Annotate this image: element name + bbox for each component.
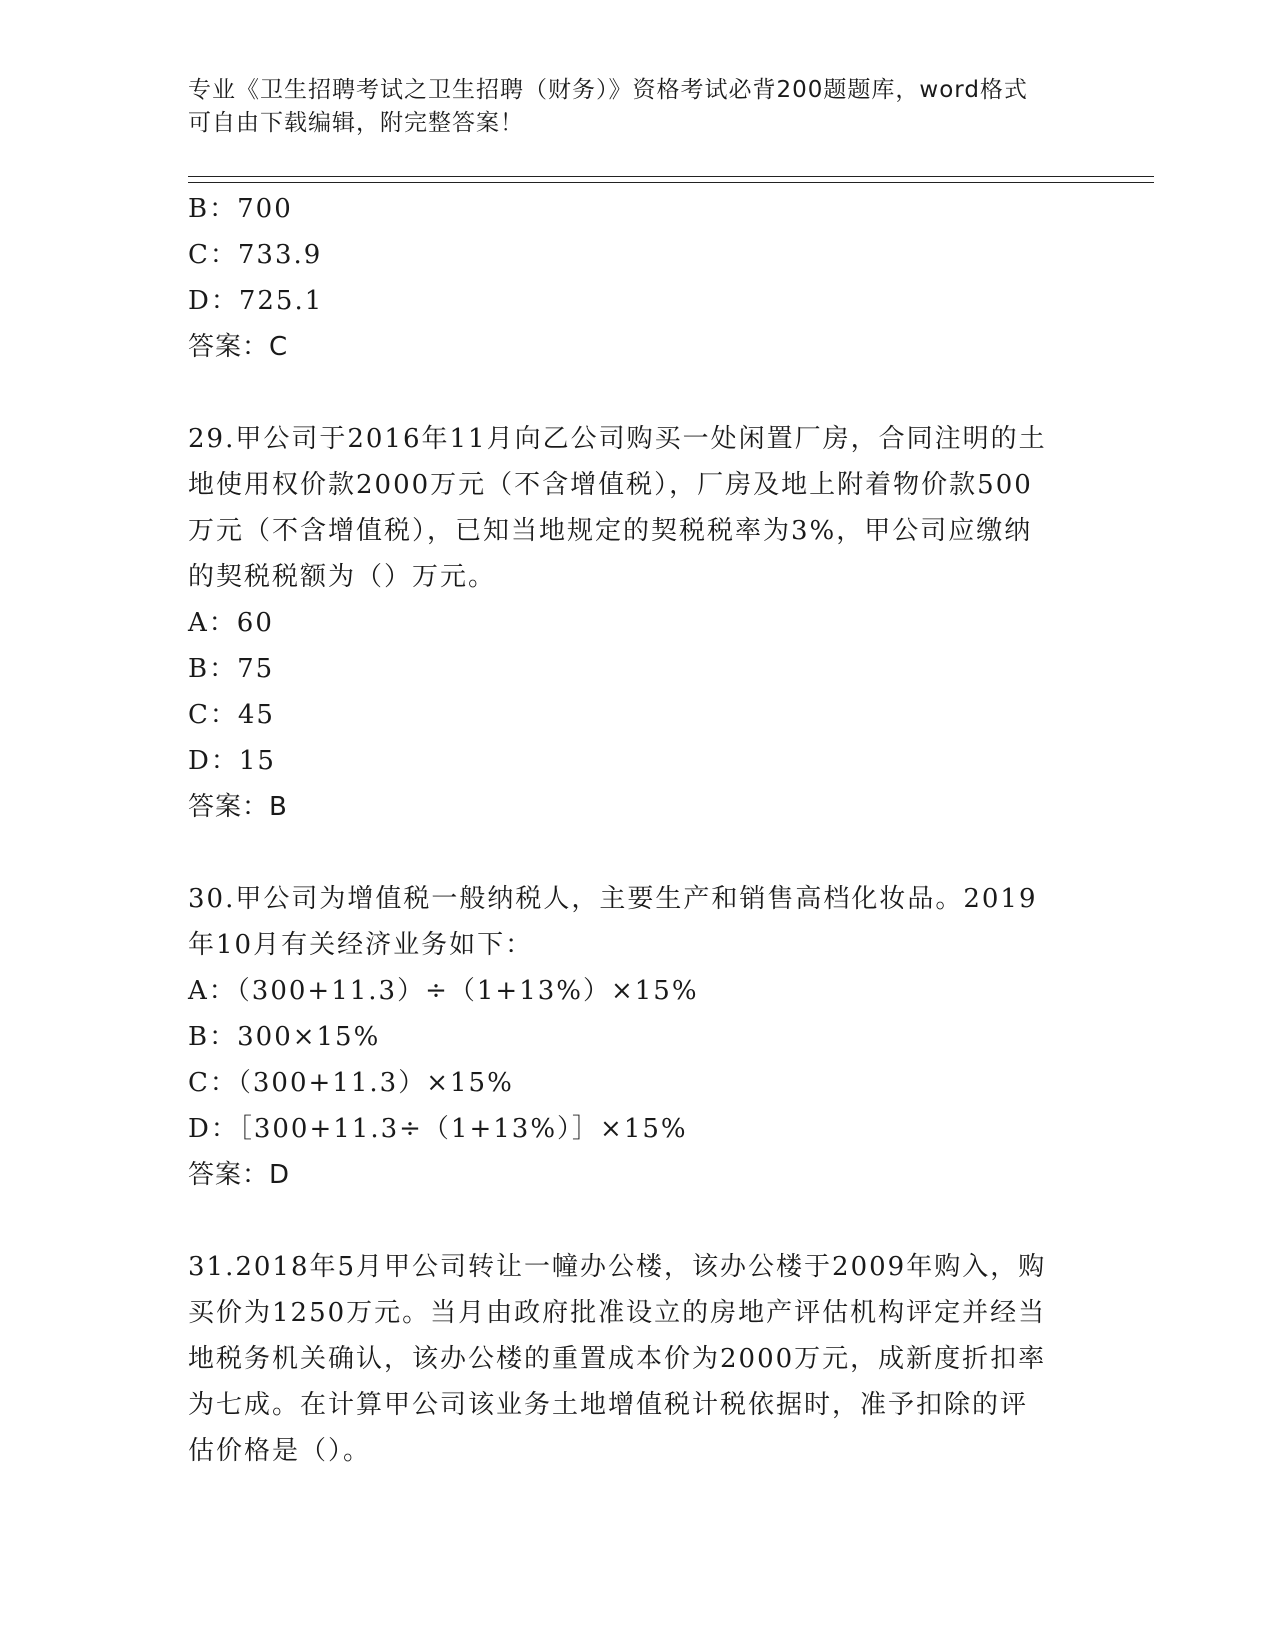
answer-line: 答案：C bbox=[188, 332, 289, 362]
question-stem-line: 30.甲公司为增值税一般纳税人，主要生产和销售高档化妆品。2019 bbox=[188, 884, 1038, 914]
question-stem-line: 估价格是（）。 bbox=[188, 1436, 372, 1466]
question-stem-line: 地使用权价款2000万元（不含增值税），厂房及地上附着物价款500 bbox=[188, 470, 1033, 500]
question-29 bbox=[188, 416, 1088, 830]
question-stem-line: 买价为1250万元。当月由政府批准设立的房地产评估机构评定并经当 bbox=[188, 1298, 1047, 1328]
option-c: C：733.9 bbox=[188, 240, 323, 270]
answer-line: 答案：D bbox=[188, 1160, 291, 1190]
option-b: B：700 bbox=[188, 194, 293, 224]
question-stem-line: 年10月有关经济业务如下： bbox=[188, 930, 534, 960]
question-28 bbox=[188, 186, 1088, 370]
header-line-1: 专业《卫生招聘考试之卫生招聘（财务）》资格考试必背200题题库，word格式 bbox=[188, 77, 1028, 103]
question-stem-line: 的契税税额为（）万元。 bbox=[188, 562, 497, 592]
header-rule-bottom bbox=[188, 182, 1154, 183]
question-stem-line: 为七成。在计算甲公司该业务土地增值税计税依据时，准予扣除的评 bbox=[188, 1390, 1029, 1420]
option-a: A：（300+11.3）÷（1+13%）×15% bbox=[188, 976, 699, 1006]
question-30 bbox=[188, 876, 1088, 1198]
option-b: B：75 bbox=[188, 654, 275, 684]
option-d: D：［300+11.3÷（1+13%）］×15% bbox=[188, 1114, 688, 1144]
spacer bbox=[188, 370, 1088, 416]
question-stem-line: 29.甲公司于2016年11月向乙公司购买一处闲置厂房，合同注明的土 bbox=[188, 424, 1047, 454]
header-line-2: 可自由下载编辑，附完整答案！ bbox=[188, 110, 524, 136]
question-31 bbox=[188, 1244, 1088, 1474]
spacer bbox=[188, 1198, 1088, 1244]
option-c: C：45 bbox=[188, 700, 275, 730]
question-stem-line: 万元（不含增值税），已知当地规定的契税税率为3%，甲公司应缴纳 bbox=[188, 516, 1033, 546]
spacer bbox=[188, 830, 1088, 876]
answer-line: 答案：B bbox=[188, 792, 288, 822]
option-d: D：15 bbox=[188, 746, 276, 776]
option-a: A：60 bbox=[188, 608, 274, 638]
header-rule-top bbox=[188, 176, 1154, 177]
question-stem-line: 31.2018年5月甲公司转让一幢办公楼，该办公楼于2009年购入，购 bbox=[188, 1252, 1047, 1282]
document-header bbox=[188, 74, 1068, 140]
question-stem-line: 地税务机关确认，该办公楼的重置成本价为2000万元，成新度折扣率 bbox=[188, 1344, 1047, 1374]
question-content bbox=[188, 186, 1088, 1474]
option-d: D：725.1 bbox=[188, 286, 324, 316]
option-c: C：（300+11.3）×15% bbox=[188, 1068, 514, 1098]
option-b: B：300×15% bbox=[188, 1022, 381, 1052]
